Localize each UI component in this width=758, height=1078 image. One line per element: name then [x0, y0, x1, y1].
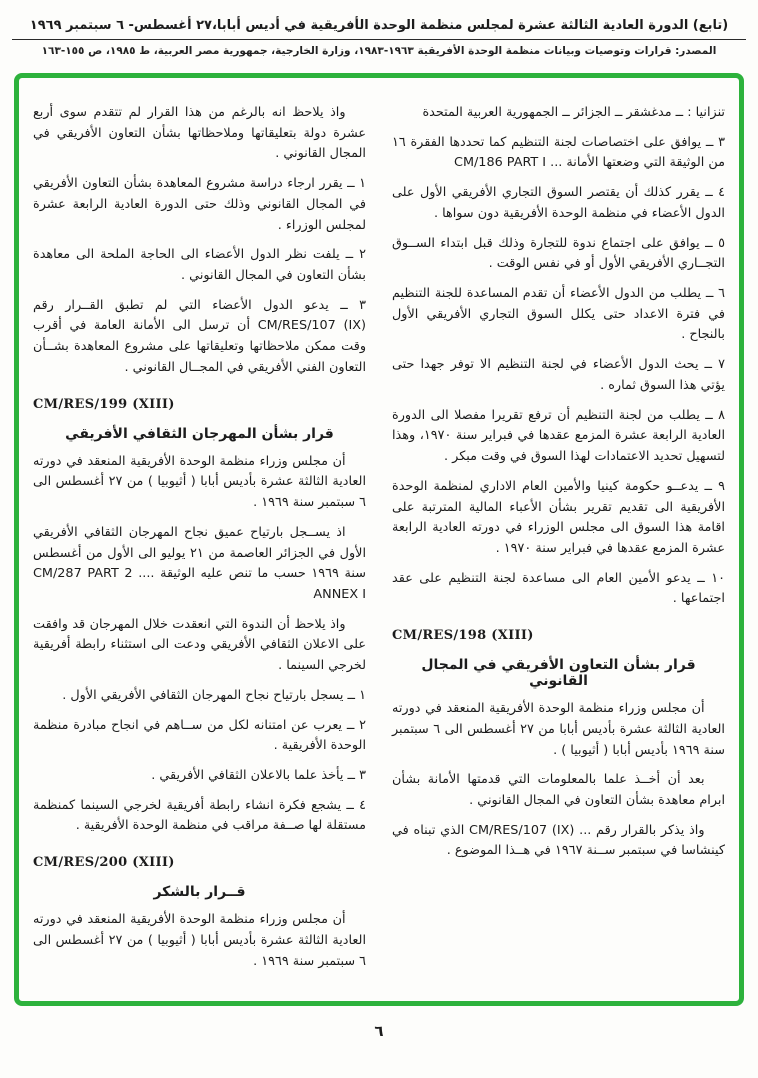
paragraph: ١ ــ يسجل بارتياح نجاح المهرجان الثقافي الأفريقي الأول .: [62, 687, 366, 703]
paragraph: ٣ ــ يوافق على اختصاصات لجنة التنظيم كما تحددها الفقرة ١٦ من الوثيقة التي وضعتها الأمانة ‎CM/186 PART I ...‎: [392, 134, 725, 171]
right-column: [392, 94, 725, 981]
page-number: ٦: [374, 1022, 384, 1041]
paragraph: أن مجلس وزراء منظمة الوحدة الأفريقية المنعقد في دورته العادية الثالثة عشرة بأديس أبابا ( أثيوبيا ) من ٢٧ أغسطس الى ٦ سبتمبر سنة ١٩٦٩ .: [33, 912, 367, 969]
page-header: [0, 10, 758, 61]
resolution-title: قرار بشأن التعاون الأفريقي في المجال القانوني: [421, 657, 696, 690]
paragraph: ٢ ــ يلفت نظر الدول الأعضاء الى الحاجة الملحة الى معاهدة بشأن التعاون في المجال القانوني .: [33, 247, 366, 284]
resolution-title: قرار بشأن المهرجان الثقافي الأفريقي: [65, 425, 334, 442]
paragraph: ٣ ــ يأخذ علما بالاعلان الثقافي الأفريقي .: [151, 767, 366, 783]
paragraph: واذ يلاحظ انه بالرغم من هذا القرار لم تتقدم سوى أربع عشرة دولة بتعليقاتها وملاحظاتها بشأن التعاون الأفريقي في المجال القانوني .: [33, 105, 366, 162]
paragraph: ١٠ ــ يدعو الأمين العام الى مساعدة لجنة التنظيم على عقد اجتماعها .: [392, 570, 725, 607]
left-column: [33, 94, 366, 981]
paragraph: ٦ ــ يطلب من الدول الأعضاء أن تقدم المساعدة للجنة التنظيم في فترة الاعداد حتى يكلل السوق التجاري الأفريقي الأول بالنجاح .: [392, 286, 725, 343]
paragraph: أن مجلس وزراء منظمة الوحدة الأفريقية المنعقد في دورته العادية الثالثة عشرة بأديس أبابا من ٢٧ أغسطس الى ٦ سبتمبر سنة ١٩٦٩ بأديس أبابا ( أثيوبيا ) .: [392, 701, 725, 758]
paragraph: ٥ ــ يوافق على اجتماع ندوة للتجارة وذلك قبل ابتداء الســوق التجــاري الأفريقي الأول أو في نفس الوقت .: [392, 235, 725, 272]
resolution-ref: CM/RES/200 (XIII): [33, 855, 175, 871]
paragraph: ٢ ــ يعرب عن امتنانه لكل من ســاهم في انجاح مبادرة منظمة الوحدة الأفريقية .: [33, 717, 366, 754]
resolution-ref: CM/RES/199 (XIII): [33, 396, 175, 412]
content-frame: [14, 73, 744, 1006]
paragraph: ٤ ــ يقرر كذلك أن يقتصر السوق التجاري الأفريقي الأول على الدول الأعضاء في منظمة الوحدة الأفريقية دون سواها .: [392, 185, 725, 221]
paragraph: اذ يســجل بارتياح عميق نجاح المهرجان الثقافي الأفريقي الأول في الجزائر العاصمة من ٢١ يوليو الى الأول من أغسطس سنة ١٩٦٩ حسب ما تنص عليه الوثيقة .... ‎CM/287 PART 2 ANNEX I‎: [33, 524, 366, 602]
paragraph: ٧ ــ يحث الدول الأعضاء في لجنة التنظيم الا توفر جهدا حتى يؤتي هذا السوق ثماره .: [392, 357, 725, 393]
source-line: المصدر: قرارات وتوصيات وبيانات منظمة الوحدة الأفريقية ١٩٦٣-١٩٨٣، وزارة الخارجية، جمهورية مصر العربية، ط ١٩٨٥، ص ١٥٥-١٦٣: [41, 45, 717, 57]
resolution-ref: CM/RES/198 (XIII): [392, 628, 534, 644]
paragraph: بعد أن أخــذ علما بالمعلومات التي قدمتها الأمانة بشأن ابرام معاهدة بشأن التعاون في المجال القانوني .: [392, 772, 725, 808]
paragraph: ١ ــ يقرر ارجاء دراسة مشروع المعاهدة بشأن التعاون الأفريقي في المجال القانوني وذلك حتى الدورة العادية الرابعة عشرة لمجلس الوزراء .: [33, 176, 366, 233]
paragraph: واذ يذكر بالقرار رقم ... ‎CM/RES/107 (IX)‎ الذي تبناه في كينشاسا في سبتمبر ســنة ١٩٦٧ في هــذا الموضوع .: [392, 822, 725, 859]
paragraph: أن مجلس وزراء منظمة الوحدة الأفريقية المنعقد في دورته العادية الثالثة عشرة بأديس أبابا ( أثيوبيا ) من ٢٧ أغسطس الى ٦ سبتمبر سنة ١٩٦٩ .: [33, 453, 367, 511]
page-footer: [0, 1016, 758, 1044]
paragraph: ٣ ــ يدعو الدول الأعضاء التي لم تطبق القــرار رقم ‎CM/RES/107 (IX)‎ أن ترسل الى الأمانة العامة في أقرب وقت ممكن ملاحظاتها وتعليقاتها على مشروع المعاهدة بشــأن التعاون الفني الأفريقي في المجــال القانوني .: [33, 297, 367, 375]
paragraph: ٨ ــ يطلب من لجنة التنظيم أن ترفع تقريرا مفصلا الى الدورة العادية الرابعة عشرة المزمع عقدها في فبراير سنة ١٩٧٠، وهذا لتسهيل تحديد الاعتمادات لهذا السوق في وقت مبكر .: [392, 407, 726, 465]
paragraph: تنزانيا : ــ مدغشقر ــ الجزائر ــ الجمهورية العربية المتحدة: [422, 105, 725, 120]
resolution-title: قــرار بالشكر: [153, 884, 246, 901]
paragraph: ٤ ــ يشجع فكرة انشاء رابطة أفريقية لخرجي السينما كمنظمة مستقلة لها صــفة مراقب في منظمة الوحدة الأفريقية .: [33, 797, 366, 834]
paragraph: واذ يلاحظ أن الندوة التي انعقدت خلال المهرجان قد وافقت على الاعلان الثقافي الأفريقي ودعت الى استثناء رابطة أفريقية لخرجي السينما .: [33, 616, 366, 674]
paragraph: ٩ ــ يدعــو حكومة كينيا والأمين العام الاداري لمنظمة الوحدة الأفريقية الى تقديم تقرير بشأن الأعباء المالية المترتبة على اقامة هذا السوق الى مجلس الوزراء في دورته العادية الرابعة عشرة المزمع عقدها في فبراير سنة ١٩٧٠ .: [392, 478, 725, 556]
header-divider: [12, 39, 746, 40]
page-title: (تابع) الدورة العادية الثالثة عشرة لمجلس منظمة الوحدة الأفريقية في أديس أبابا،٢٧ أغسطس- ٦ سبتمبر ١٩٦٩: [29, 18, 729, 33]
